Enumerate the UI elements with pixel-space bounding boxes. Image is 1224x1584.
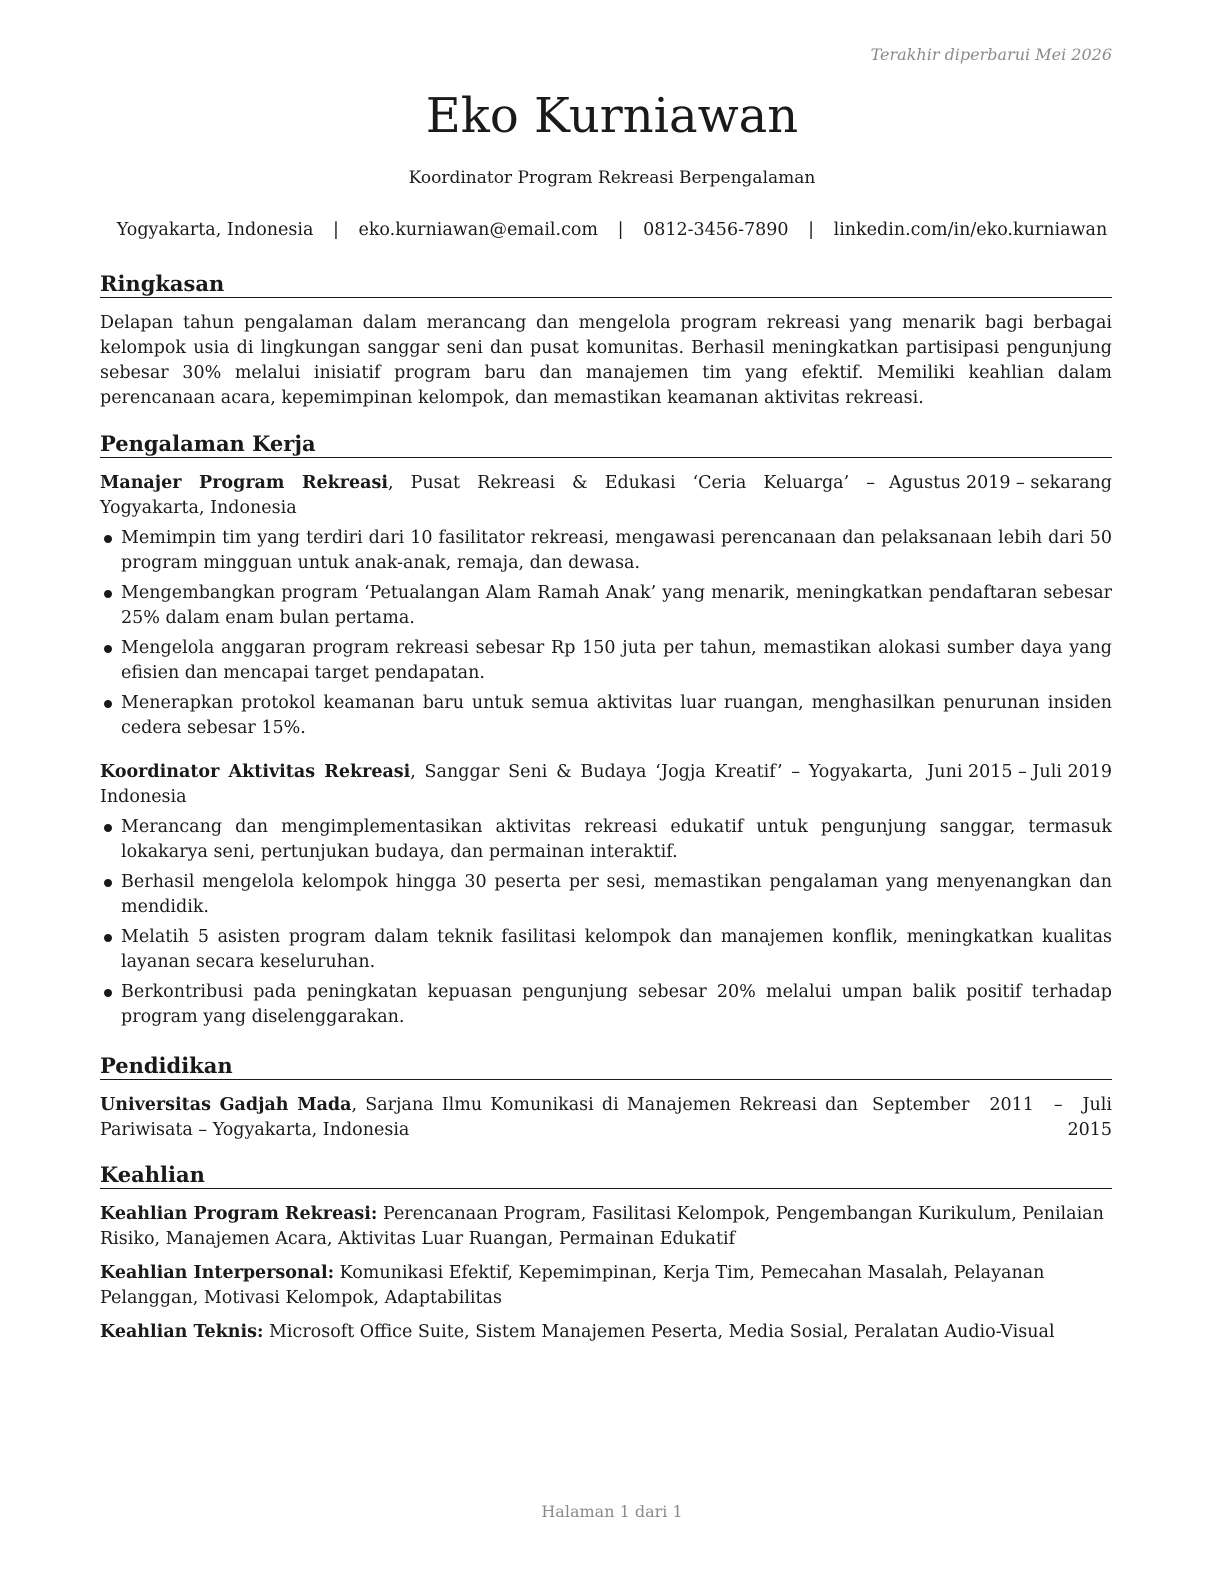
section-title-skills: Keahlian: [100, 1162, 1112, 1189]
education-degree: , Sarjana Ilmu Komunikasi di Manajemen Rekreasi dan Pariwisata – Yogyakarta, Indonesia: [100, 1095, 858, 1140]
job-role: Manajer Program Rekreasi: [100, 473, 388, 493]
contact-linkedin[interactable]: linkedin.com/in/eko.kurniawan: [833, 220, 1108, 240]
job-header: [100, 471, 1112, 521]
contact-email[interactable]: eko.kurniawan@email.com: [358, 220, 599, 240]
job-dates: Juni 2015 – Juli 2019: [927, 762, 1112, 782]
job-bullets: [100, 815, 1112, 1030]
candidate-name: Eko Kurniawan: [425, 88, 799, 144]
job-role: Koordinator Aktivitas Rekreasi: [100, 762, 411, 782]
job-bullet: Merancang dan mengimplementasikan aktivitas rekreasi edukatif untuk pengunjung sanggar, termasuk lokakarya seni, pertunjukan budaya, dan permainan interaktif.: [100, 815, 1112, 865]
page-number: Halaman 1 dari 1: [541, 1502, 683, 1521]
job-organization: , Sanggar Seni & Budaya ‘Jogja Kreatif’ – Yogyakarta, Indonesia: [100, 762, 914, 807]
job-title-line: [100, 471, 889, 521]
contact-location: Yogyakarta, Indonesia: [116, 220, 314, 240]
job-title-line: [100, 760, 927, 810]
job-bullet: Berkontribusi pada peningkatan kepuasan pengunjung sebesar 20% melalui umpan balik positif terhadap program yang diselenggarakan.: [100, 980, 1112, 1030]
contact-separator: |: [332, 220, 339, 240]
job-bullet: Melatih 5 asisten program dalam teknik fasilitasi kelompok dan manajemen konflik, meningkatkan kualitas layanan secara keseluruhan.: [100, 925, 1112, 975]
skill-group: [100, 1320, 1112, 1345]
education-school: Universitas Gadjah Mada: [100, 1095, 352, 1115]
skill-group-value: Microsoft Office Suite, Sistem Manajemen Peserta, Media Sosial, Peralatan Audio-Visual: [263, 1322, 1055, 1342]
skill-group: [100, 1202, 1112, 1252]
education-dates: September 2011 – Juli 2015: [872, 1095, 1112, 1140]
section-title-summary: Ringkasan: [100, 271, 1112, 298]
skill-group-label: Keahlian Interpersonal:: [100, 1263, 335, 1283]
section-title-experience: Pengalaman Kerja: [100, 431, 1112, 458]
job-bullet: Menerapkan protokol keamanan baru untuk semua aktivitas luar ruangan, menghasilkan penurunan insiden cedera sebesar 15%.: [100, 691, 1112, 741]
job-entry: [100, 471, 1112, 741]
job-bullets: [100, 526, 1112, 741]
education-title-line: [100, 1093, 872, 1143]
contact-phone: 0812-3456-7890: [643, 220, 789, 240]
candidate-headline: Koordinator Program Rekreasi Berpengalaman: [408, 168, 816, 188]
contact-line: [0, 220, 1224, 240]
skill-group-label: Keahlian Program Rekreasi:: [100, 1204, 378, 1224]
education-entry: [100, 1093, 1112, 1143]
job-dates: Agustus 2019 – sekarang: [889, 473, 1112, 493]
job-bullet: Memimpin tim yang terdiri dari 10 fasilitator rekreasi, mengawasi perencanaan dan pelaksanaan lebih dari 50 program mingguan untuk anak-anak, remaja, dan dewasa.: [100, 526, 1112, 576]
skill-group-label: Keahlian Teknis:: [100, 1322, 264, 1342]
last-updated-note: Terakhir diperbarui Mei 2026: [870, 45, 1112, 64]
contact-separator: |: [808, 220, 815, 240]
job-organization: , Pusat Rekreasi & Edukasi ‘Ceria Keluarga’ – Yogyakarta, Indonesia: [100, 473, 875, 518]
job-header: [100, 760, 1112, 810]
contact-separator: |: [617, 220, 624, 240]
education-section: [100, 1053, 1112, 1143]
job-entry: [100, 760, 1112, 1030]
job-bullet: Berhasil mengelola kelompok hingga 30 peserta per sesi, memastikan pengalaman yang menyenangkan dan mendidik.: [100, 870, 1112, 920]
skill-group-value: Perencanaan Program, Fasilitasi Kelompok, Pengembangan Kurikulum, Penilaian Risiko, Manajemen Acara, Aktivitas Luar Ruangan, Permainan Edukatif: [100, 1204, 1104, 1249]
skills-section: [100, 1162, 1112, 1354]
summary-section: [100, 271, 1112, 411]
skill-group-value: Komunikasi Efektif, Kepemimpinan, Kerja Tim, Pemecahan Masalah, Pelayanan Pelanggan, Motivasi Kelompok, Adaptabilitas: [100, 1263, 1045, 1308]
job-bullet: Mengelola anggaran program rekreasi sebesar Rp 150 juta per tahun, memastikan alokasi sumber daya yang efisien dan mencapai target pendapatan.: [100, 636, 1112, 686]
experience-section: [100, 431, 1112, 1035]
summary-text: Delapan tahun pengalaman dalam merancang dan mengelola program rekreasi yang menarik bagi berbagai kelompok usia di lingkungan sanggar seni dan pusat komunitas. Berhasil meningkatkan partisipasi pengunjung sebesar 30% melalui inisiatif program baru dan manajemen tim yang efektif. Memiliki keahlian dalam perencanaan acara, kepemimpinan kelompok, dan memastikan keamanan aktivitas rekreasi.: [100, 313, 1112, 408]
job-bullet: Mengembangkan program ‘Petualangan Alam Ramah Anak’ yang menarik, meningkatkan pendaftaran sebesar 25% dalam enam bulan pertama.: [100, 581, 1112, 631]
skill-group: [100, 1261, 1112, 1311]
section-title-education: Pendidikan: [100, 1053, 1112, 1080]
